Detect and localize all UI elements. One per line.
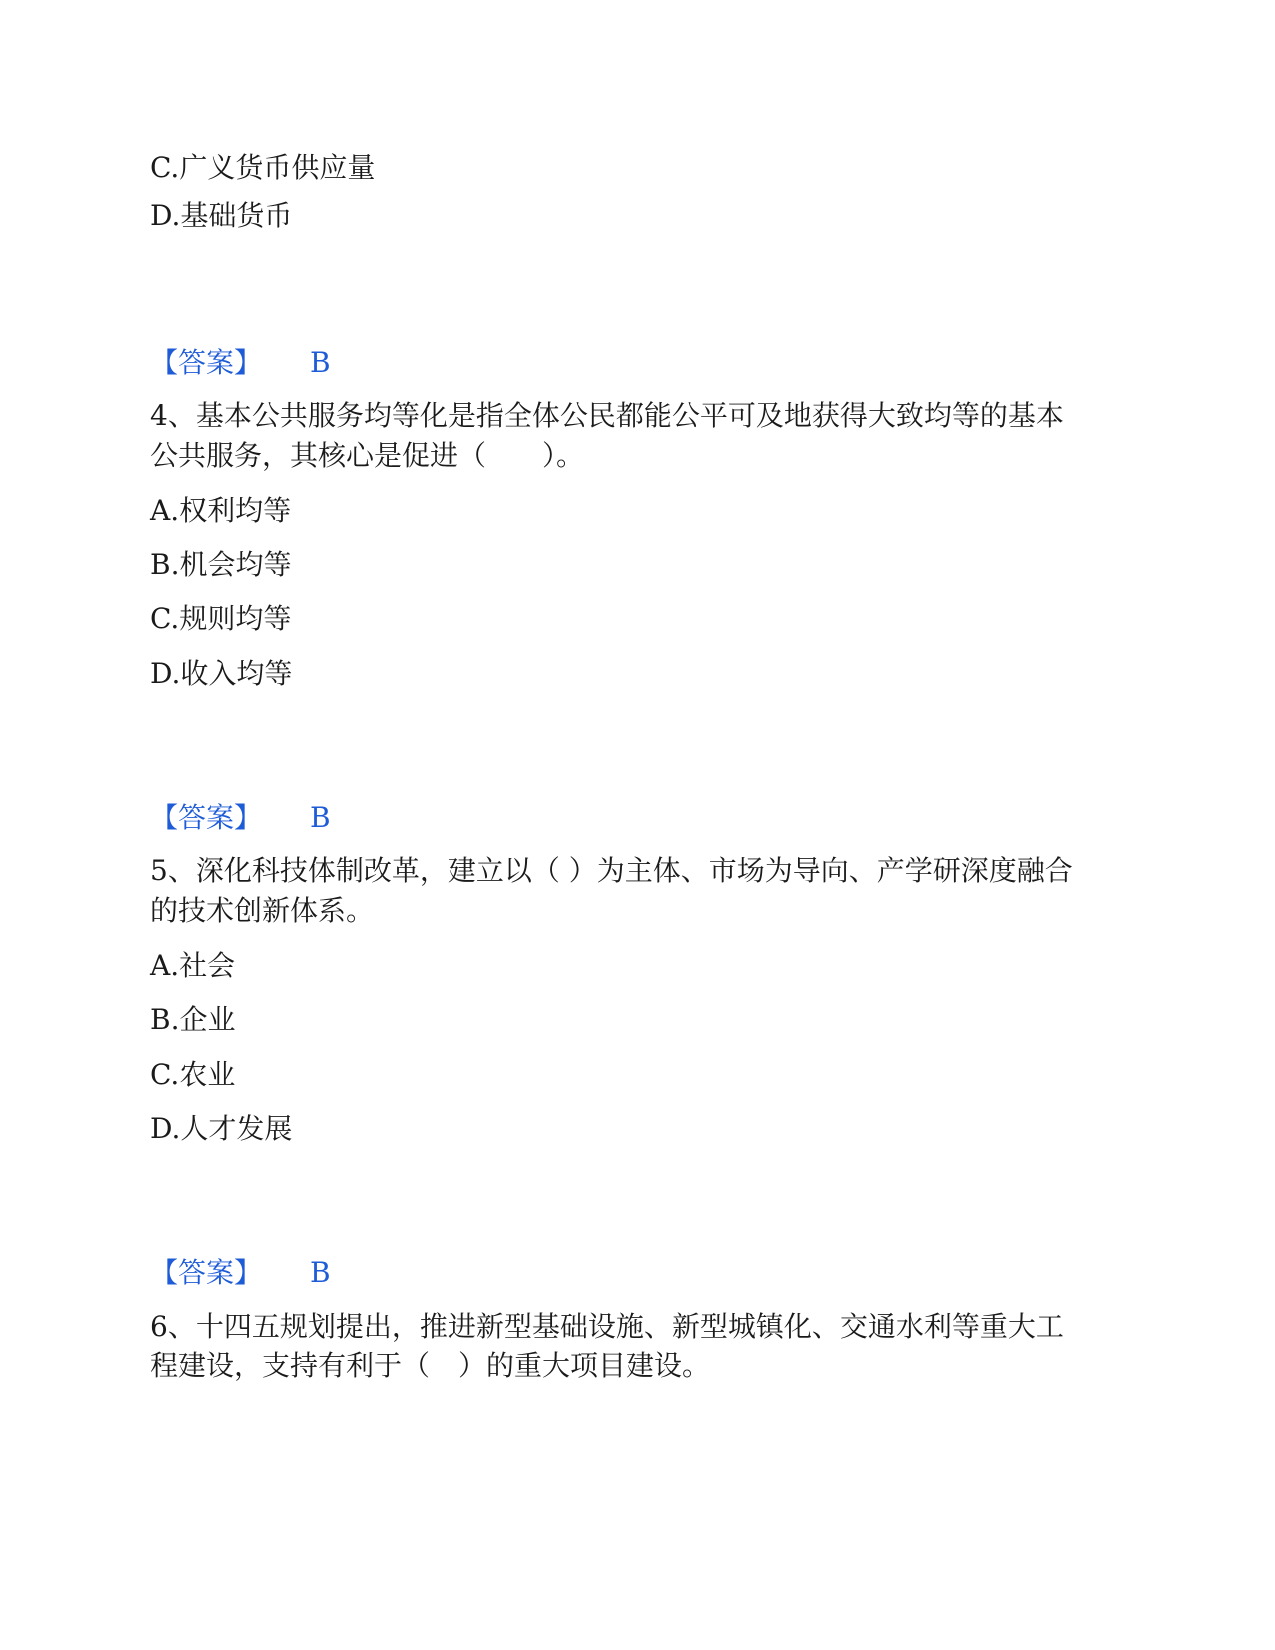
option-c: C.农业 bbox=[150, 1058, 236, 1091]
question-6-line-2: 程建设，支持有利于（ ）的重大项目建设。 bbox=[150, 1349, 711, 1382]
question-4-line-1: 4、基本公共服务均等化是指全体公民都能公平可及地获得大致均等的基本 bbox=[150, 399, 1064, 432]
answer-value: B bbox=[310, 1256, 331, 1289]
question-6-line-1: 6、十四五规划提出，推进新型基础设施、新型城镇化、交通水利等重大工 bbox=[150, 1310, 1064, 1343]
option-a: A.权利均等 bbox=[150, 494, 292, 527]
answer-row bbox=[150, 800, 331, 836]
option-b: B.企业 bbox=[150, 1003, 236, 1036]
option-b: B.机会均等 bbox=[150, 548, 292, 581]
answer-value: B bbox=[310, 346, 331, 379]
answer-row bbox=[150, 345, 331, 381]
answer-label: 【答案】 bbox=[150, 1256, 263, 1289]
question-5-line-1: 5、深化科技体制改革，建立以（ ）为主体、市场为导向、产学研深度融合 bbox=[150, 854, 1073, 887]
answer-label: 【答案】 bbox=[150, 801, 263, 834]
answer-value: B bbox=[310, 801, 331, 834]
question-4-line-2: 公共服务，其核心是促进（ ）。 bbox=[150, 439, 585, 472]
question-5-line-2: 的技术创新体系。 bbox=[150, 894, 375, 927]
option-c: C.广义货币供应量 bbox=[150, 151, 376, 184]
answer-label: 【答案】 bbox=[150, 346, 263, 379]
option-d: D.收入均等 bbox=[150, 657, 293, 690]
answer-row bbox=[150, 1255, 331, 1291]
option-a: A.社会 bbox=[150, 949, 236, 982]
option-d: D.人才发展 bbox=[150, 1112, 293, 1145]
option-d: D.基础货币 bbox=[150, 199, 293, 232]
option-c: C.规则均等 bbox=[150, 602, 292, 635]
